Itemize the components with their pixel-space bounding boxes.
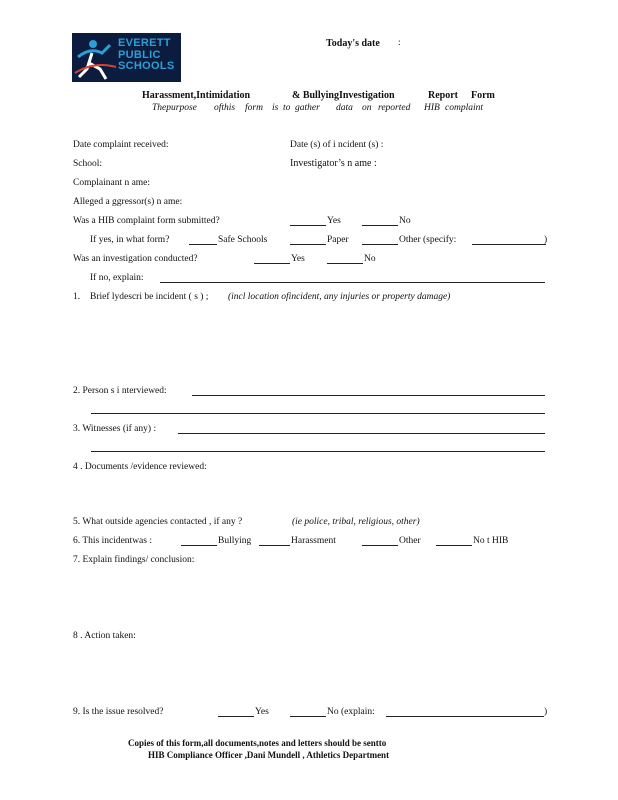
q3-label: 3. Witnesses (if any) :	[73, 424, 157, 434]
harassment-option: Harassment	[291, 536, 336, 546]
logo-text	[118, 38, 175, 73]
hib-yes-option: Yes	[327, 216, 341, 226]
logo-line-1: EVERETT	[118, 37, 171, 49]
hib-no-blank[interactable]	[362, 225, 398, 226]
subtitle-word: ofthis	[214, 103, 236, 113]
subtitle-word: form	[245, 103, 263, 113]
q8-label: 8 . Action taken:	[73, 631, 136, 641]
q9-explain-field[interactable]	[386, 716, 544, 717]
not-hib-blank[interactable]	[436, 545, 472, 546]
q6-other-option: Other	[399, 536, 421, 546]
investigation-no-blank[interactable]	[327, 263, 363, 264]
complainant-label: Complainant n ame:	[73, 178, 151, 188]
logo-line-3: SCHOOLS	[118, 60, 175, 72]
q4-label: 4 . Documents /evidence reviewed:	[73, 462, 207, 472]
title-part-2: & BullyingInvestigation	[292, 90, 395, 101]
incident-dates-label: Date (s) of i ncident (s) :	[290, 140, 384, 150]
subtitle-word: complaint	[445, 103, 483, 113]
q1-number: 1.	[73, 292, 81, 302]
hib-yes-blank[interactable]	[290, 225, 326, 226]
q9-no-blank[interactable]	[290, 716, 326, 717]
investigator-label: Investigator’s n ame :	[290, 158, 377, 169]
q1-label: Brief lydescri be incident ( s ) ;	[90, 292, 209, 302]
other-specify-close: )	[544, 235, 548, 245]
todays-date-label: Today's date	[326, 38, 380, 49]
q5-hint: (ie police, tribal, religious, other)	[292, 517, 420, 527]
bullying-blank[interactable]	[181, 545, 217, 546]
title-part-3: Report	[428, 90, 458, 101]
hib-no-option: No	[399, 216, 411, 226]
subtitle-word: data	[336, 103, 353, 113]
q9-yes-blank[interactable]	[218, 716, 254, 717]
subtitle-word: reported	[378, 103, 411, 113]
runner-figure-icon	[72, 33, 118, 82]
q2-field-line-1[interactable]	[192, 395, 545, 396]
q2-field-line-2[interactable]	[91, 413, 545, 414]
school-label: School:	[73, 159, 103, 169]
q9-close-paren: )	[544, 707, 548, 717]
if-no-label: If no, explain:	[90, 273, 144, 283]
q2-label: 2. Person s i nterviewed:	[73, 386, 167, 396]
investigation-yes-blank[interactable]	[254, 263, 290, 264]
footer-line-2: HIB Compliance Officer ,Dani Mundell , Athletics Department	[148, 750, 390, 760]
investigation-label: Was an investigation conducted?	[73, 254, 198, 264]
q3-field-line-1[interactable]	[178, 433, 545, 434]
paper-blank[interactable]	[290, 244, 326, 245]
alleged-aggressor-label: Alleged a ggressor(s) n ame:	[73, 197, 183, 207]
subtitle-word: gather	[295, 103, 320, 113]
q3-field-line-2[interactable]	[91, 451, 545, 452]
q1-hint: (incl location ofincident, any injuries or property damage)	[228, 292, 451, 302]
safe-schools-option: Safe Schools	[218, 235, 268, 245]
q9-no-option: No (explain:	[327, 707, 375, 717]
subtitle-word: on	[362, 103, 372, 113]
harassment-blank[interactable]	[259, 545, 290, 546]
bullying-option: Bullying	[218, 536, 252, 546]
subtitle-word: is	[272, 103, 279, 113]
subtitle-word: HIB	[424, 103, 440, 113]
other-specify-field[interactable]	[472, 244, 546, 245]
everett-public-schools-logo	[72, 33, 181, 82]
q6-other-blank[interactable]	[362, 545, 398, 546]
title-part-4: Form	[471, 90, 495, 101]
investigation-no-option: No	[364, 254, 376, 264]
paper-option: Paper	[327, 235, 349, 245]
if-no-explain-field[interactable]	[160, 282, 545, 283]
q9-yes-option: Yes	[255, 707, 269, 717]
safe-schools-blank[interactable]	[189, 244, 217, 245]
not-hib-option: No t HIB	[473, 536, 509, 546]
date-received-label: Date complaint received:	[73, 140, 169, 150]
todays-date-colon: :	[398, 38, 401, 48]
q7-label: 7. Explain findings/ conclusion:	[73, 555, 195, 565]
other-form-blank[interactable]	[362, 244, 398, 245]
subtitle-word: to	[283, 103, 291, 113]
q6-label: 6. This incidentwas :	[73, 536, 152, 546]
footer-line-1: Copies of this form,all documents,notes and letters should be sentto	[128, 738, 387, 748]
investigation-yes-option: Yes	[291, 254, 305, 264]
if-yes-label: If yes, in what form?	[90, 235, 170, 245]
hib-submitted-label: Was a HIB complaint form submitted?	[73, 216, 220, 226]
title-part-1: Harassment,Intimidation	[142, 90, 251, 101]
other-specify-option: Other (specify:	[399, 235, 457, 245]
logo-line-2: PUBLIC	[118, 48, 161, 61]
q5-label: 5. What outside agencies contacted , if any ?	[73, 517, 243, 527]
subtitle-word: Thepurpose	[152, 103, 197, 113]
q9-label: 9. Is the issue resolved?	[73, 707, 164, 717]
